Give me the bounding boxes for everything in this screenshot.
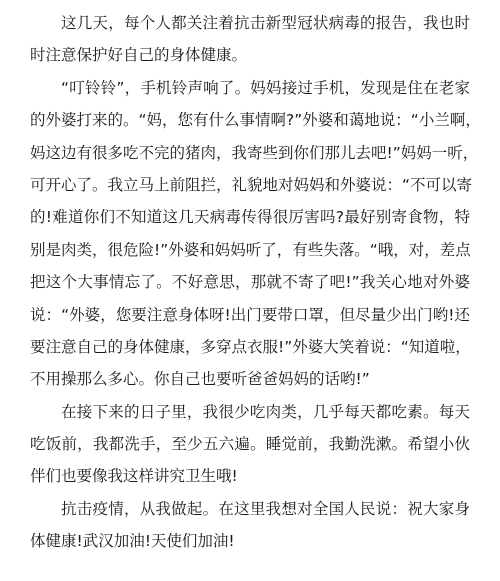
document-body bbox=[30, 7, 481, 558]
paragraph-2-line-1: “叮铃铃”，手机铃声响了。妈妈接过手机，发现是住在老家 bbox=[61, 78, 470, 97]
paragraph-2-line-5: 的!难道你们不知道这几天病毒传得很厉害吗?最好别寄食物，特 bbox=[30, 208, 470, 227]
paragraph-1-line-1: 这几天，每个人都关注着抗击新型冠状病毒的报告，我也时 bbox=[61, 14, 470, 32]
paragraph-2-line-9: 要注意自己的身体健康，多穿点衣服!”外婆大笑着说：“知道啦， bbox=[30, 337, 471, 356]
paragraph-3-line-1: 在接下来的日子里，我很少吃肉类，几乎每天都吃素。每天 bbox=[61, 402, 470, 421]
paragraph-2-line-2: 的外婆打来的。“妈，您有什么事情啊?”外婆和蔼地说：“小兰啊， bbox=[30, 111, 481, 130]
paragraph-4-line-2: 体健康!武汉加油!天使们加油! bbox=[30, 532, 235, 551]
paragraph-1-line-2: 时注意保护好自己的身体健康。 bbox=[30, 46, 248, 65]
paragraph-3-line-2: 吃饭前，我都洗手，至少五六遍。睡觉前，我勤洗漱。希望小伙 bbox=[30, 435, 470, 454]
paragraph-2-line-4: 可开心了。我立马上前阻拦，礼貌地对妈妈和外婆说：“不可以寄 bbox=[30, 175, 473, 194]
paragraph-2-line-6: 别是肉类，很危险!”外婆和妈妈听了，有些失落。“哦，对，差点 bbox=[30, 240, 471, 259]
paragraph-2-line-10: 不用操那么多心。你自己也要听爸爸妈妈的话哟!” bbox=[30, 370, 370, 389]
paragraph-3-line-3: 伴们也要像我这样讲究卫生哦! bbox=[30, 467, 238, 486]
paragraph-2-line-7: 把这个大事情忘了。不好意思，那就不寄了吧!”我关心地对外婆 bbox=[30, 273, 470, 292]
paragraph-2-line-3: 妈这边有很多吃不完的猪肉，我寄些到你们那儿去吧!”妈妈一听， bbox=[30, 143, 479, 162]
paragraph-4-line-1: 抗击疫情，从我做起。在这里我想对全国人民说：祝大家身 bbox=[61, 499, 470, 518]
paragraph-2-line-8: 说：“外婆，您要注意身体呀!出门要带口罩，但尽量少出门哟!还 bbox=[30, 305, 470, 324]
